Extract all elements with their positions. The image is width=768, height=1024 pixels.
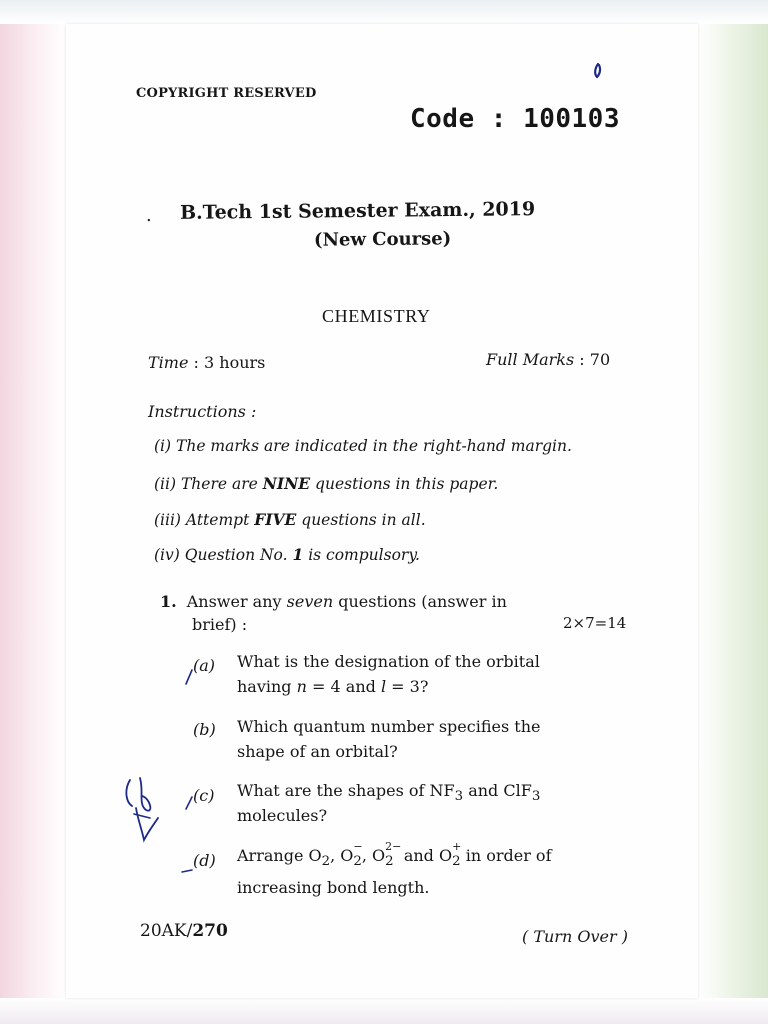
part-d-label: (d): [193, 851, 216, 870]
instruction-text: The marks are indicated in the right-hand margin.: [176, 437, 572, 455]
instruction-emphasis: FIVE: [254, 510, 297, 529]
instruction-text-pre: There are: [180, 475, 263, 493]
question-number: 1.: [160, 592, 177, 611]
time-value: : 3 hours: [193, 353, 266, 372]
part-c-line2: molecules?: [237, 806, 328, 825]
handwritten-scribble-icon: [120, 774, 170, 850]
question-text-a: Answer any: [186, 592, 282, 611]
course-subtitle: (New Course): [313, 228, 452, 251]
part-a-label: (a): [193, 656, 216, 675]
part-a-line1: What is the designation of the orbital: [237, 652, 540, 671]
instruction-number: (iii): [154, 511, 181, 529]
instruction-item: [154, 510, 426, 529]
marks-label: Full Marks: [486, 350, 575, 369]
instruction-text-pre: Question No.: [184, 546, 293, 564]
scan-edge-top: [0, 0, 768, 24]
tick-mark-icon: [182, 795, 196, 813]
bullet-dot: .: [146, 205, 152, 226]
marks-value: : 70: [579, 350, 611, 369]
instruction-text-pre: Attempt: [185, 511, 255, 529]
part-b-line2: shape of an orbital?: [237, 742, 398, 761]
part-a-line2: having n = 4 and l = 3?: [237, 677, 429, 696]
turn-over-note: ( Turn Over ): [522, 927, 628, 946]
tick-mark-icon: [182, 668, 196, 688]
exam-title: B.Tech 1st Semester Exam., 2019: [179, 198, 536, 224]
part-b-label: (b): [193, 720, 216, 739]
full-marks: [486, 350, 610, 369]
instruction-number: (iv): [154, 546, 180, 564]
instruction-item: [154, 474, 498, 493]
instruction-number: (i): [154, 437, 172, 455]
question-text-c: questions (answer in: [338, 592, 507, 611]
part-b-line1: Which quantum number specifies the: [237, 717, 541, 736]
instruction-text-post: questions in all.: [296, 511, 426, 529]
copyright-notice: COPYRIGHT RESERVED: [136, 86, 317, 101]
paper-code: Code : 100103: [410, 104, 620, 134]
paper-series-code: [140, 921, 228, 941]
scan-edge-bottom: [0, 998, 768, 1024]
part-c-line1: What are the shapes of $NF_3$ and ClF$_3$: [237, 781, 541, 805]
instruction-number: (ii): [154, 475, 177, 493]
instructions-title: Instructions :: [148, 402, 257, 421]
series-prefix: 20AK/: [140, 921, 193, 941]
part-d-line1: Arrange $O_2$, O $_{- 2}$, O $_{2- 2}$ and O $_{+ 2}$ in order of: [237, 840, 552, 870]
scan-edge-left: [0, 0, 66, 1024]
part-c-label: (c): [193, 786, 215, 805]
question-text-emphasis: seven: [286, 592, 334, 611]
question-1-marks: 2×7=14: [563, 614, 627, 632]
instruction-emphasis: 1: [292, 545, 304, 564]
instruction-item: [154, 545, 420, 564]
subject-heading: CHEMISTRY: [322, 306, 431, 326]
instruction-item: [154, 437, 572, 455]
part-d-line2: increasing bond length.: [237, 878, 430, 897]
time-label: Time: [148, 353, 189, 372]
instruction-emphasis: NINE: [262, 474, 311, 493]
scan-edge-right: [698, 0, 768, 1024]
question-1-prompt: [160, 592, 507, 611]
tick-mark-icon: [180, 862, 194, 876]
time-allowed: [148, 353, 265, 372]
question-1-continued: brief) :: [192, 615, 248, 634]
pen-mark-icon: [590, 62, 606, 80]
instruction-text-post: is compulsory.: [303, 546, 420, 564]
series-number: 270: [192, 921, 228, 941]
instruction-text-post: questions in this paper.: [310, 475, 499, 493]
